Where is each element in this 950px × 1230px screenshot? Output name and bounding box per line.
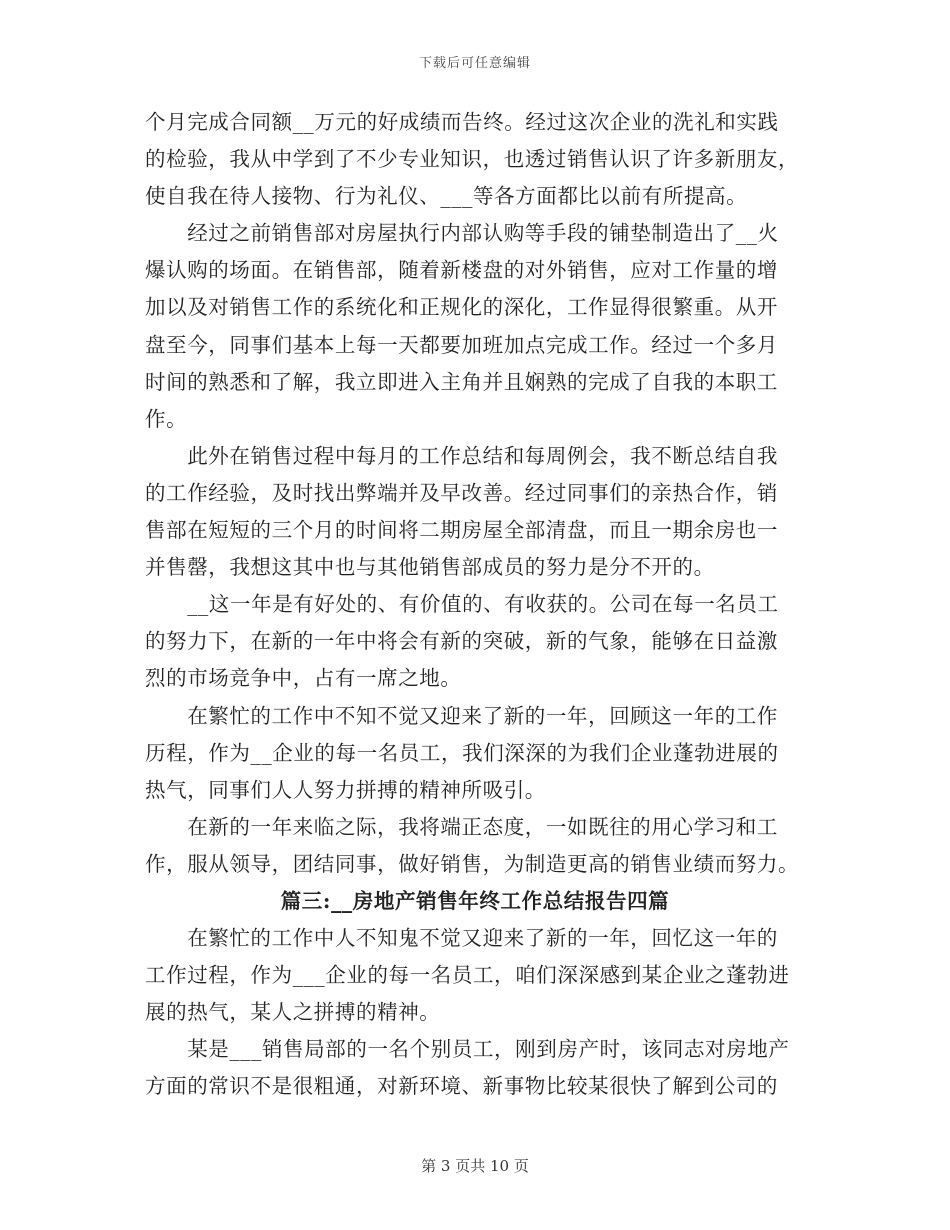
text-line: 加以及对销售工作的系统化和正规化的深化，工作显得很繁重。从开 xyxy=(145,295,778,320)
text-line: 此外在销售过程中每月的工作总结和每周例会，我不断总结自我 xyxy=(145,443,778,468)
text-line: __这一年是有好处的、有价值的、有收获的。公司在每一名员工 xyxy=(145,592,779,617)
text-line: 个月完成合同额__万元的好成绩而告终。经过这次企业的洗礼和实践 xyxy=(145,110,779,134)
text-line: 使自我在待人接物、行为礼仪、___等各方面都比以前有所提高。 xyxy=(145,184,748,209)
document-body xyxy=(145,104,805,1106)
text-line: 在繁忙的工作中人不知鬼不觉又迎来了新的一年，回忆这一年的 xyxy=(145,926,778,951)
text-line: 作，服从领导，团结同事，做好销售，为制造更高的销售业绩而努力。 xyxy=(145,851,800,876)
text-line: 的努力下，在新的一年中将会有新的突破，新的气象，能够在日益激 xyxy=(145,629,778,654)
section-title: 篇三:__房地产销售年终工作总结报告四篇 xyxy=(280,888,670,913)
text-line: 方面的常识不是很粗通，对新环境、新事物比较某很快了解到公司的 xyxy=(145,1074,778,1099)
text-line: 热气，同事们人人努力拼搏的精神所吸引。 xyxy=(145,777,546,802)
page-number: 第 3 页共 10 页 xyxy=(421,1157,529,1175)
text-line: 某是___销售局部的一名个别员工，刚到房产时，该同志对房地产 xyxy=(145,1037,790,1062)
text-line: 的检验，我从中学到了不少专业知识，也透过销售认识了许多新朋友， xyxy=(145,147,800,172)
text-line: 时间的熟悉和了解，我立即进入主角并且娴熟的完成了自我的本职工 xyxy=(145,369,778,394)
text-line: 工作过程，作为___企业的每一名员工，咱们深深感到某企业之蓬勃进 xyxy=(145,963,790,988)
text-line: 历程，作为__企业的每一名员工，我们深深的为我们企业蓬勃进展的 xyxy=(145,740,779,765)
text-line: 在繁忙的工作中不知不觉又迎来了新的一年，回顾这一年的工作 xyxy=(145,703,778,728)
text-line: 在新的一年来临之际，我将端正态度，一如既往的用心学习和工 xyxy=(145,814,778,839)
text-line: 的工作经验，及时找出弊端并及早改善。经过同事们的亲热合作，销 xyxy=(145,480,778,505)
text-line: 售部在短短的三个月的时间将二期房屋全部清盘，而且一期余房也一 xyxy=(145,518,778,543)
text-line: 经过之前销售部对房屋执行内部认购等手段的铺垫制造出了__火 xyxy=(145,221,779,246)
page-header-note: 下载后可任意编辑 xyxy=(418,56,531,71)
text-line: 爆认购的场面。在销售部，随着新楼盘的对外销售，应对工作量的增 xyxy=(145,258,778,283)
text-line: 并售罄，我想这其中也与其他销售部成员的努力是分不开的。 xyxy=(145,555,715,580)
text-line: 盘至今，同事们基本上每一天都要加班加点完成工作。经过一个多月 xyxy=(145,332,778,357)
text-line: 作。 xyxy=(145,406,188,431)
text-line: 展的热气，某人之拼搏的精神。 xyxy=(145,1000,441,1025)
text-line: 烈的市场竞争中，占有一席之地。 xyxy=(145,666,462,691)
